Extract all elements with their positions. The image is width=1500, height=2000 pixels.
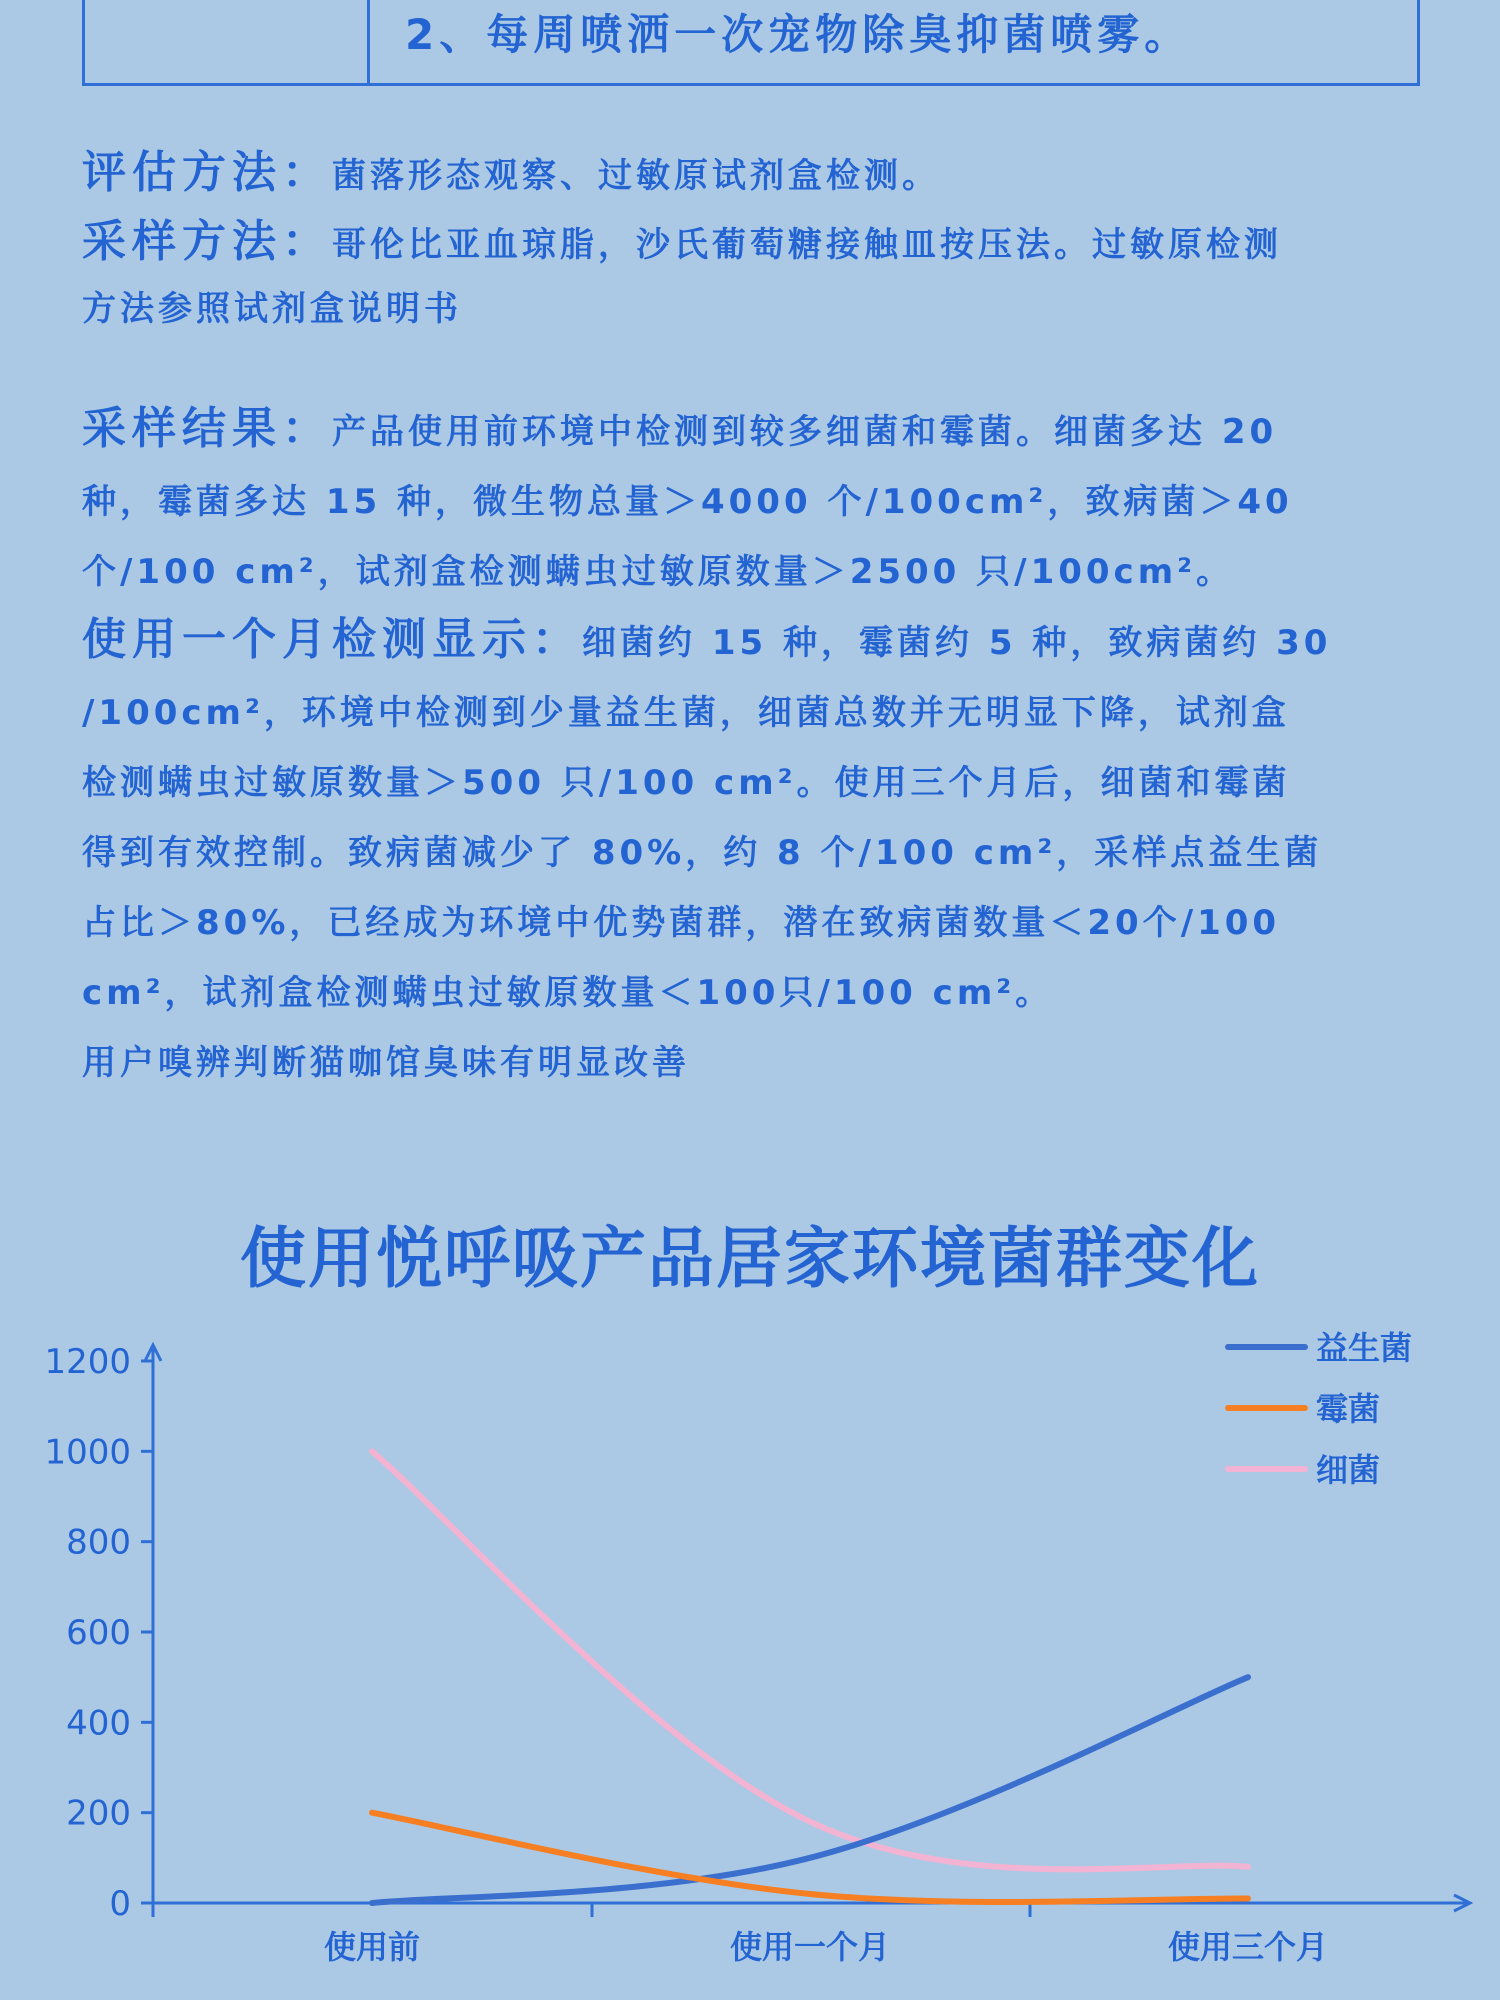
- results-text-2: 种，霉菌多达 15 种，微生物总量＞4000 个/100cm²，致病菌＞40: [82, 482, 1293, 522]
- line-chart: [0, 1300, 1500, 2000]
- legend-label: 益生菌: [1316, 1329, 1413, 1367]
- results-text-3: 个/100 cm²，试剂盒检测螨虫过敏原数量＞2500 只/100cm²。: [82, 552, 1235, 592]
- month-text-2: /100cm²，环境中检测到少量益生菌，细菌总数并无明显下降，试剂盒: [82, 693, 1290, 733]
- results-line-1: [82, 394, 1422, 467]
- month-paragraph: [82, 605, 1422, 1098]
- sampling-method-paragraph: [82, 210, 1422, 341]
- eval-label: 评估方法：: [82, 147, 332, 198]
- eval-paragraph: [82, 138, 1422, 211]
- month-text-1: 细菌约 15 种，霉菌约 5 种，致病菌约 30: [582, 623, 1332, 663]
- y-tick-label: 1200: [44, 1342, 131, 1382]
- month-text-3: 检测螨虫过敏原数量＞500 只/100 cm²。使用三个月后，细菌和霉菌: [82, 763, 1291, 803]
- results-paragraph: [82, 394, 1422, 607]
- y-tick-label: 0: [109, 1884, 131, 1924]
- sampling-method-text-1: 哥伦比亚血琼脂，沙氏葡萄糖接触皿按压法。过敏原检测: [332, 225, 1282, 265]
- table-divider: [367, 0, 370, 83]
- table-row-text: 2、每周喷洒一次宠物除臭抑菌喷雾。: [405, 10, 1192, 59]
- month-text-4: 得到有效控制。致病菌减少了 80%，约 8 个/100 cm²，采样点益生菌: [82, 833, 1323, 873]
- legend-label: 霉菌: [1316, 1390, 1381, 1428]
- series-line-bacteria: [372, 1451, 1248, 1869]
- y-tick-label: 600: [66, 1613, 131, 1653]
- x-tick-label: 使用三个月: [1167, 1928, 1329, 1966]
- x-tick-label: 使用一个月: [729, 1928, 891, 1966]
- month-text-6: cm²，试剂盒检测螨虫过敏原数量＜100只/100 cm²。: [82, 973, 1054, 1013]
- table-fragment: [82, 0, 1420, 86]
- y-tick-label: 1000: [44, 1432, 131, 1473]
- x-tick-label: 使用前: [323, 1928, 421, 1966]
- sampling-method-label: 采样方法：: [82, 216, 332, 267]
- month-text-5: 占比＞80%，已经成为环境中优势菌群，潜在致病菌数量＜20个/100: [82, 903, 1281, 943]
- chart-title: 使用悦呼吸产品居家环境菌群变化: [240, 1220, 1260, 1297]
- sampling-method-line-1: [82, 210, 1422, 277]
- y-tick-label: 200: [66, 1793, 131, 1834]
- legend-label: 细菌: [1316, 1451, 1381, 1489]
- y-tick-label: 400: [66, 1703, 131, 1744]
- user-note: 用户嗅辨判断猫咖馆臭味有明显改善: [82, 1043, 690, 1083]
- eval-text: 菌落形态观察、过敏原试剂盒检测。: [332, 156, 940, 196]
- y-tick-label: 800: [66, 1522, 131, 1563]
- results-label: 采样结果：: [82, 403, 332, 454]
- month-label: 使用一个月检测显示：: [82, 614, 582, 665]
- month-line-1: [82, 605, 1422, 678]
- results-text-1: 产品使用前环境中检测到较多细菌和霉菌。细菌多达 20: [332, 412, 1278, 452]
- sampling-method-text-2: 方法参照试剂盒说明书: [82, 289, 462, 329]
